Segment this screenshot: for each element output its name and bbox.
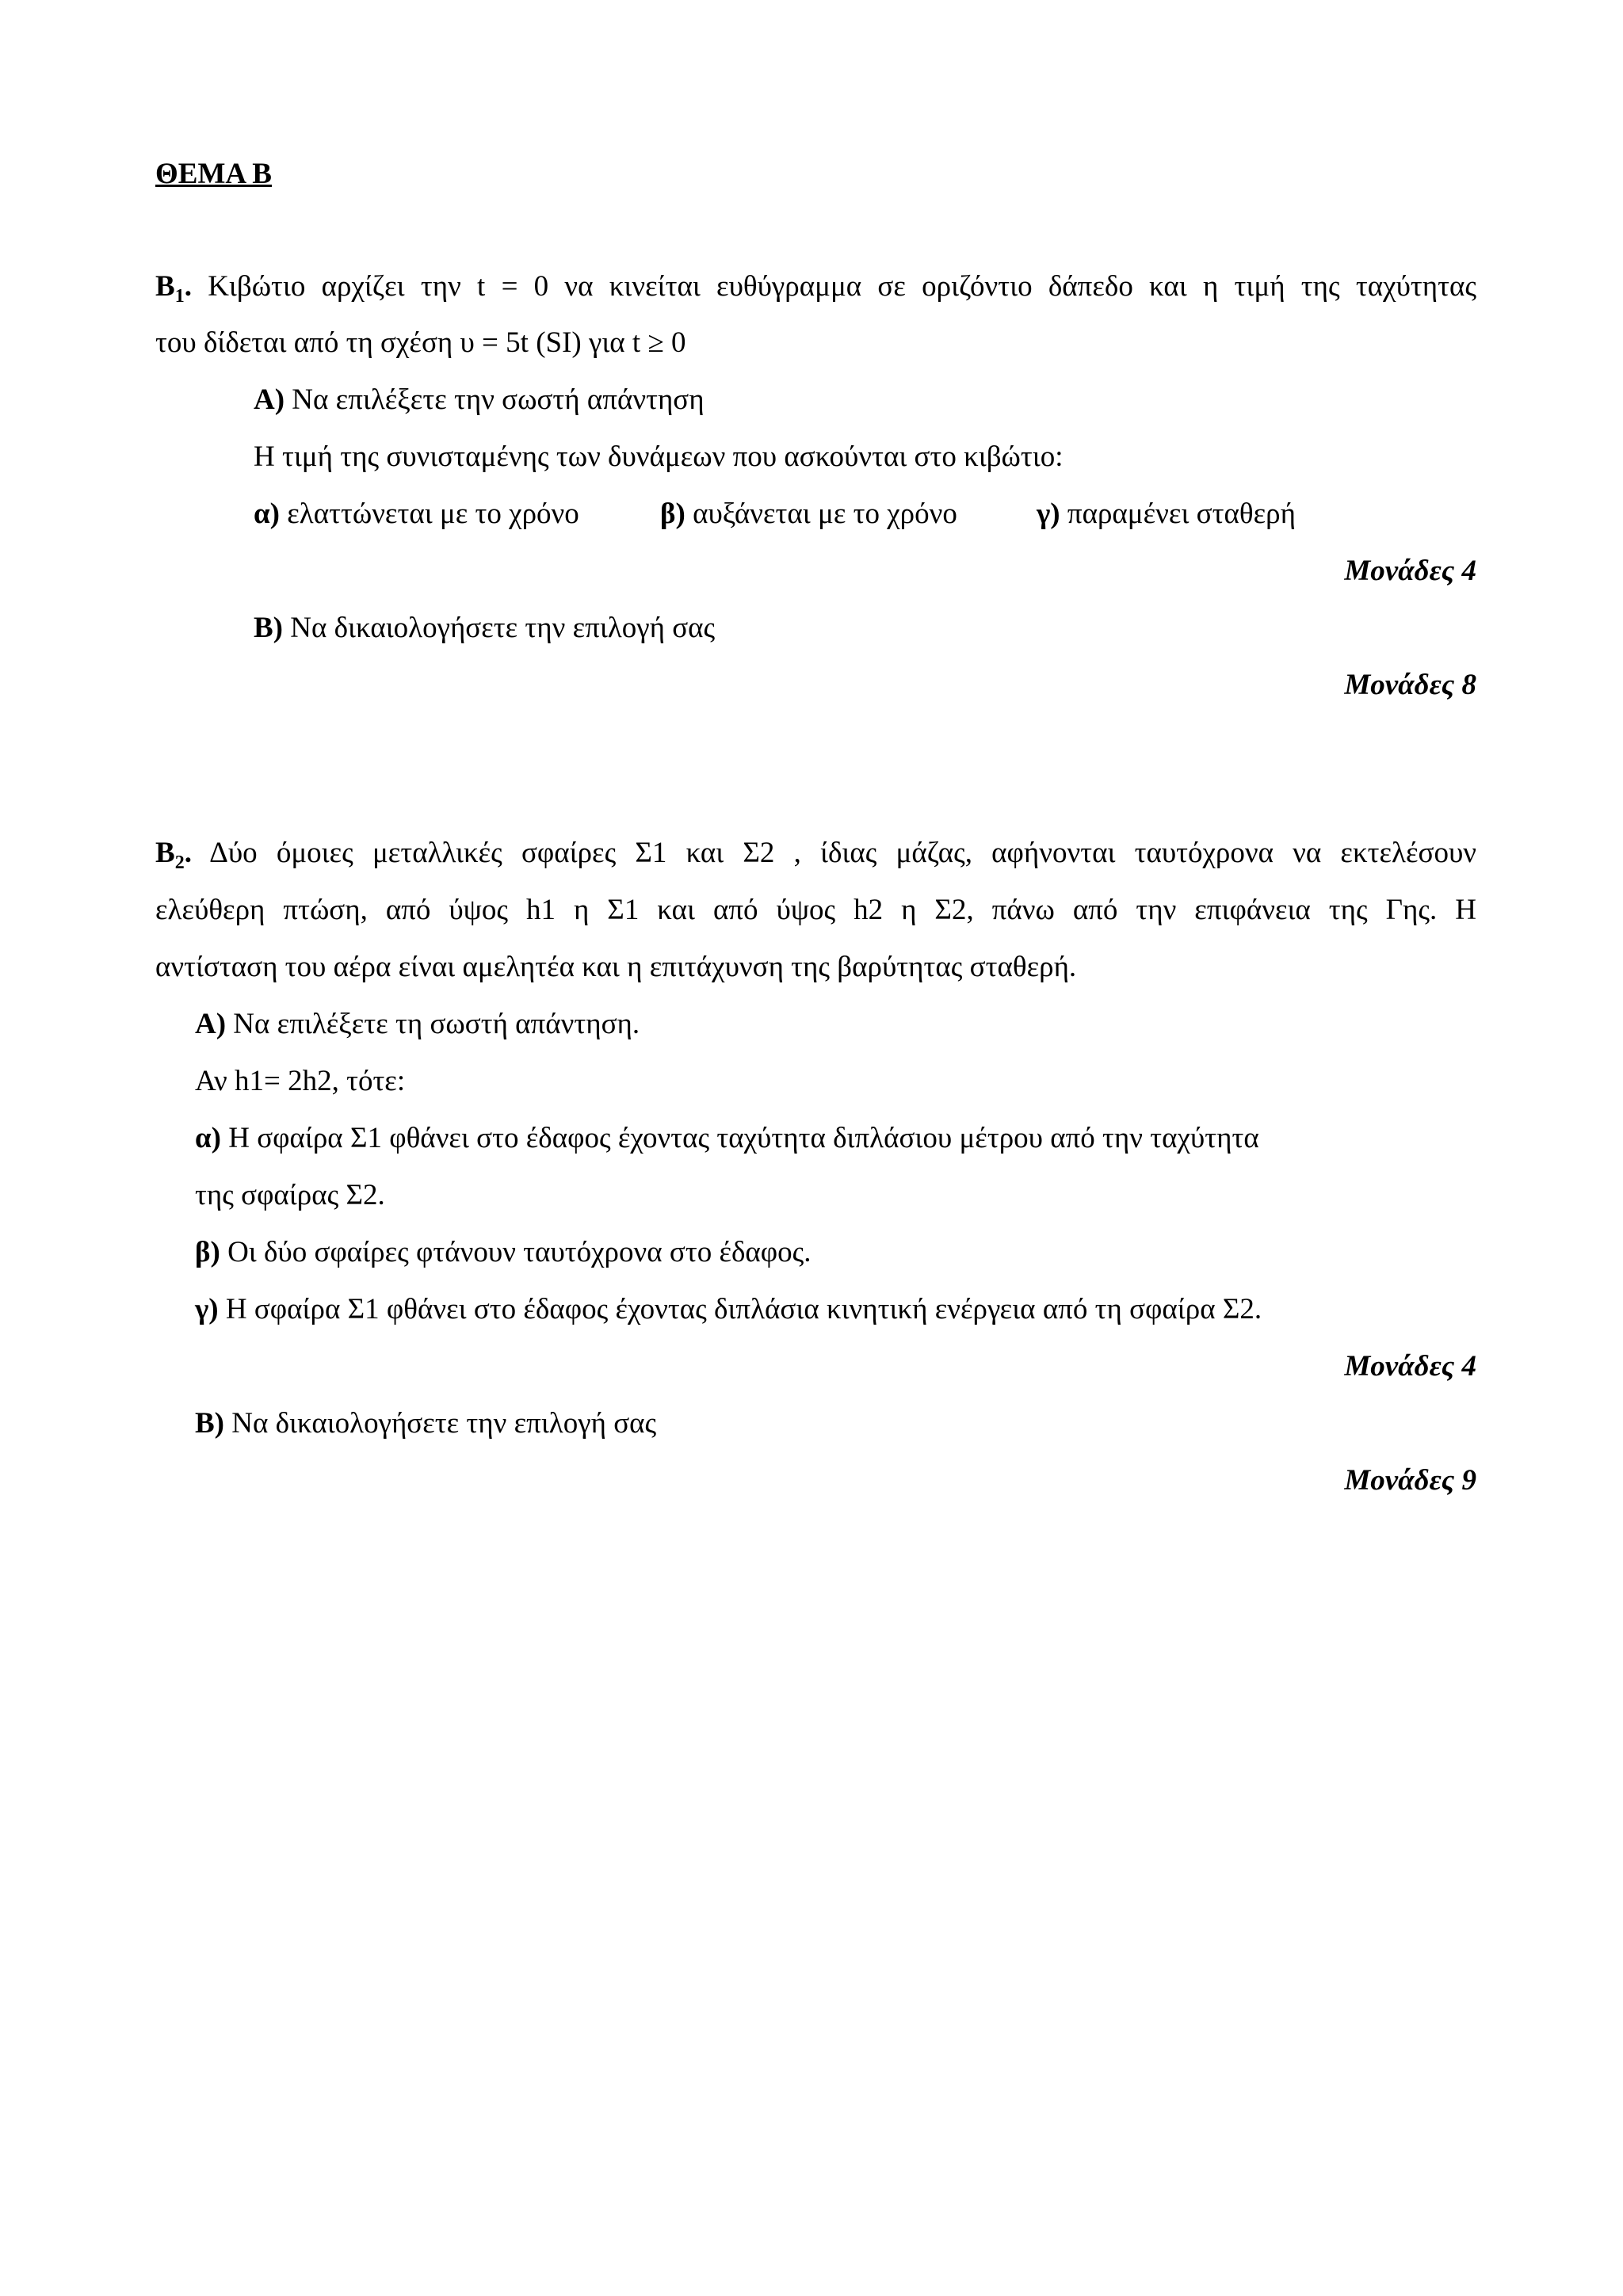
b2-partB-text: Να δικαιολογήσετε την επιλογή σας <box>231 1407 657 1440</box>
b2-option-a-line-1 <box>195 1119 1259 1158</box>
b2-option-a-line-2: της σφαίρας Σ2. <box>195 1179 385 1211</box>
b1-partA <box>254 381 705 419</box>
b2-option-a-text-1: Η σφαίρα Σ1 φθάνει στο έδαφος έχοντας ταχύτητα διπλάσιου μέτρου από την ταχύτητα <box>228 1122 1259 1154</box>
b1-partA-text: Να επιλέξετε την σωστή απάντηση <box>292 383 705 416</box>
b1-option-b-text: αυξάνεται με το χρόνο <box>693 498 957 530</box>
section-title: ΘΕΜΑ Β <box>155 158 272 190</box>
b2-option-c-label: γ) <box>195 1293 219 1325</box>
b1-option-a-label: α) <box>254 498 280 530</box>
b2-option-b-label: β) <box>195 1236 220 1268</box>
b1-partB-label: Β) <box>254 612 283 644</box>
b1-partB-text: Να δικαιολογήσετε την επιλογή σας <box>290 612 716 644</box>
b1-marks-A: Μονάδες 4 <box>1344 555 1476 587</box>
b2-option-c-text: Η σφαίρα Σ1 φθάνει στο έδαφος έχοντας διπλάσια κινητική ενέργεια από τη σφαίρα Σ2. <box>225 1293 1262 1325</box>
b1-marks-B: Μονάδες 8 <box>1344 669 1476 701</box>
b1-option-c-label: γ) <box>1037 498 1060 530</box>
b1-line-1 <box>155 268 1476 306</box>
b2-option-a-label: α) <box>195 1122 221 1154</box>
b2-line-3: αντίσταση του αέρα είναι αμελητέα και η επιτάχυνση της βαρύτητας σταθερή. <box>155 951 1077 983</box>
b1-option-c <box>1037 495 1296 533</box>
b2-option-c <box>195 1291 1262 1329</box>
b2-option-b <box>195 1234 812 1272</box>
b2-partA <box>195 1005 640 1043</box>
b2-line-1 <box>155 834 1476 872</box>
b1-option-a-text: ελαττώνεται με το χρόνο <box>287 498 579 530</box>
b1-option-c-text: παραμένει σταθερή <box>1067 498 1296 530</box>
b1-partA-label: Α) <box>254 383 285 416</box>
b1-label: $B_1$. <box>155 270 192 307</box>
b2-line-2: ελεύθερη πτώση, από ύψος h1 η Σ1 και από ύψος h2 η Σ2, πάνω από την επιφάνεια της Γης. Η <box>155 894 1476 926</box>
b2-marks-A: Μονάδες 4 <box>1344 1350 1476 1383</box>
b2-option-b-text: Οι δύο σφαίρες φτάνουν ταυτόχρονα στο έδαφος. <box>227 1236 812 1268</box>
b1-question: Η τιμή της συνισταμένης των δυνάμεων που ασκούνται στο κιβώτιο: <box>254 441 1064 473</box>
b1-option-b <box>660 495 957 533</box>
b1-partB <box>254 609 715 647</box>
b2-marks-B: Μονάδες 9 <box>1344 1464 1476 1497</box>
b2-label: $B_2$. <box>155 837 192 873</box>
b2-condition: Αν h1= 2h2, τότε: <box>195 1065 406 1097</box>
b1-option-b-label: β) <box>660 498 685 530</box>
b2-partB-label: Β) <box>195 1407 224 1440</box>
b2-partA-label: Α) <box>195 1008 227 1040</box>
b1-line-1-text: Κιβώτιο αρχίζει την t = 0 να κινείται ευθύγραμμα σε οριζόντιο δάπεδο και η τιμή της ταχύτητας <box>208 270 1477 303</box>
b1-line-2: του δίδεται από τη σχέση υ = 5t (SI) για t ≥ 0 <box>155 326 686 359</box>
b2-line-1-text: Δύο όμοιες μεταλλικές σφαίρες Σ1 και Σ2 , ίδιας μάζας, αφήνονται ταυτόχρονα να εκτελέσουν <box>209 837 1476 869</box>
b2-partB <box>195 1405 656 1443</box>
b1-option-a <box>254 495 579 533</box>
b2-partA-text: Να επιλέξετε τη σωστή απάντηση. <box>233 1008 640 1040</box>
